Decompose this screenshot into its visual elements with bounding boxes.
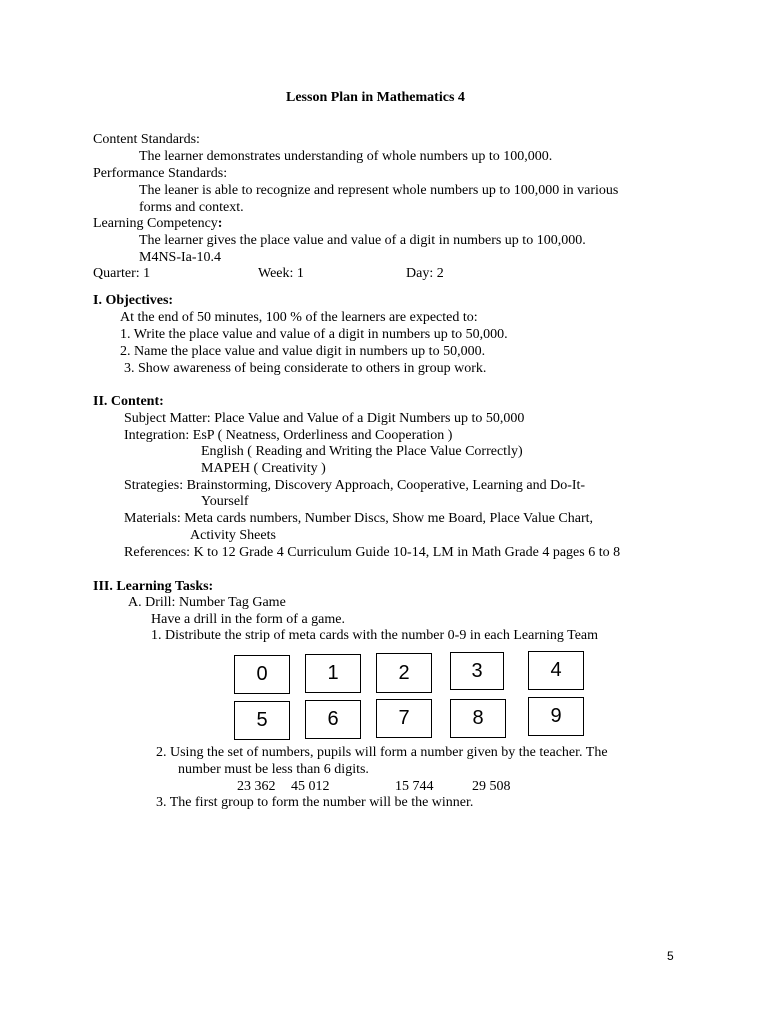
meta-card: 0 [234, 655, 290, 694]
meta-card: 2 [376, 653, 432, 693]
meta-card: 5 [234, 701, 290, 740]
performance-standards-label: Performance Standards: [93, 166, 228, 181]
strategies-line-2: Yourself [201, 494, 249, 509]
given-number: 15 744 [395, 779, 434, 794]
quarter-label: Quarter [93, 266, 136, 281]
references: References: K to 12 Grade 4 Curriculum Guide 10-14, LM in Math Grade 4 pages 6 to 8 [124, 545, 621, 560]
performance-standards-text-1: The leaner is able to recognize and represent whole numbers up to 100,000 in various [139, 183, 619, 198]
content-standards-label: Content Standards: [93, 132, 200, 147]
learning-competency-label-text: Learning Competency [93, 216, 218, 231]
subject-matter: Subject Matter: Place Value and Value of a Digit Numbers up to 50,000 [124, 411, 525, 426]
objectives-intro: At the end of 50 minutes, 100 % of the learners are expected to: [120, 310, 478, 325]
given-number: 29 508 [472, 779, 511, 794]
objective-item: 1. Write the place value and value of a digit in numbers up to 50,000. [120, 327, 508, 342]
materials-line-2: Activity Sheets [190, 528, 276, 543]
drill-step-1: 1. Distribute the strip of meta cards with the number 0-9 in each Learning Team [151, 628, 599, 643]
content-standards-text: The learner demonstrates understanding of whole numbers up to 100,000. [139, 149, 553, 164]
content-heading: II. Content: [93, 394, 164, 409]
meta-card: 6 [305, 700, 361, 739]
meta-card: 4 [528, 651, 584, 690]
performance-standards-text-2: forms and context. [139, 200, 244, 215]
quarter [93, 265, 150, 282]
objective-item: 3. Show awareness of being considerate to others in group work. [124, 361, 487, 376]
day: Day: 2 [406, 266, 444, 281]
objectives-heading: I. Objectives: [93, 293, 174, 308]
meta-card: 8 [450, 699, 506, 738]
meta-card: 9 [528, 697, 584, 736]
drill-title: A. Drill: Number Tag Game [128, 595, 286, 610]
integration-line-3: MAPEH ( Creativity ) [201, 461, 326, 476]
learning-competency-colon: : [217, 216, 223, 231]
learning-competency-text: The learner gives the place value and value of a digit in numbers up to 100,000. [139, 233, 586, 248]
drill-step-3: 3. The first group to form the number will be the winner. [156, 795, 474, 810]
learning-competency-label [93, 215, 222, 232]
quarter-value: : 1 [135, 266, 151, 281]
page-title: Lesson Plan in Mathematics 4 [286, 90, 465, 105]
drill-step-2-line-2: number must be less than 6 digits. [178, 762, 369, 777]
integration-line-2: English ( Reading and Writing the Place Value Correctly) [201, 444, 523, 459]
learning-tasks-heading: III. Learning Tasks: [93, 579, 214, 594]
given-number: 45 012 [291, 779, 330, 794]
materials-line-1: Materials: Meta cards numbers, Number Discs, Show me Board, Place Value Chart, [124, 511, 594, 526]
learning-competency-code: M4NS-Ia-10.4 [139, 250, 222, 265]
drill-step-2-line-1: 2. Using the set of numbers, pupils will form a number given by the teacher. The [156, 745, 608, 760]
integration-line-1: Integration: EsP ( Neatness, Orderliness and Cooperation ) [124, 428, 453, 443]
strategies-line-1: Strategies: Brainstorming, Discovery Approach, Cooperative, Learning and Do-It- [124, 478, 586, 493]
given-number: 23 362 [237, 779, 276, 794]
meta-card: 3 [450, 652, 504, 690]
meta-card: 7 [376, 699, 432, 738]
drill-intro: Have a drill in the form of a game. [151, 612, 345, 627]
page-number: 5 [667, 949, 674, 963]
week: Week: 1 [258, 266, 304, 281]
meta-card: 1 [305, 654, 361, 693]
objective-item: 2. Name the place value and value digit in numbers up to 50,000. [120, 344, 486, 359]
